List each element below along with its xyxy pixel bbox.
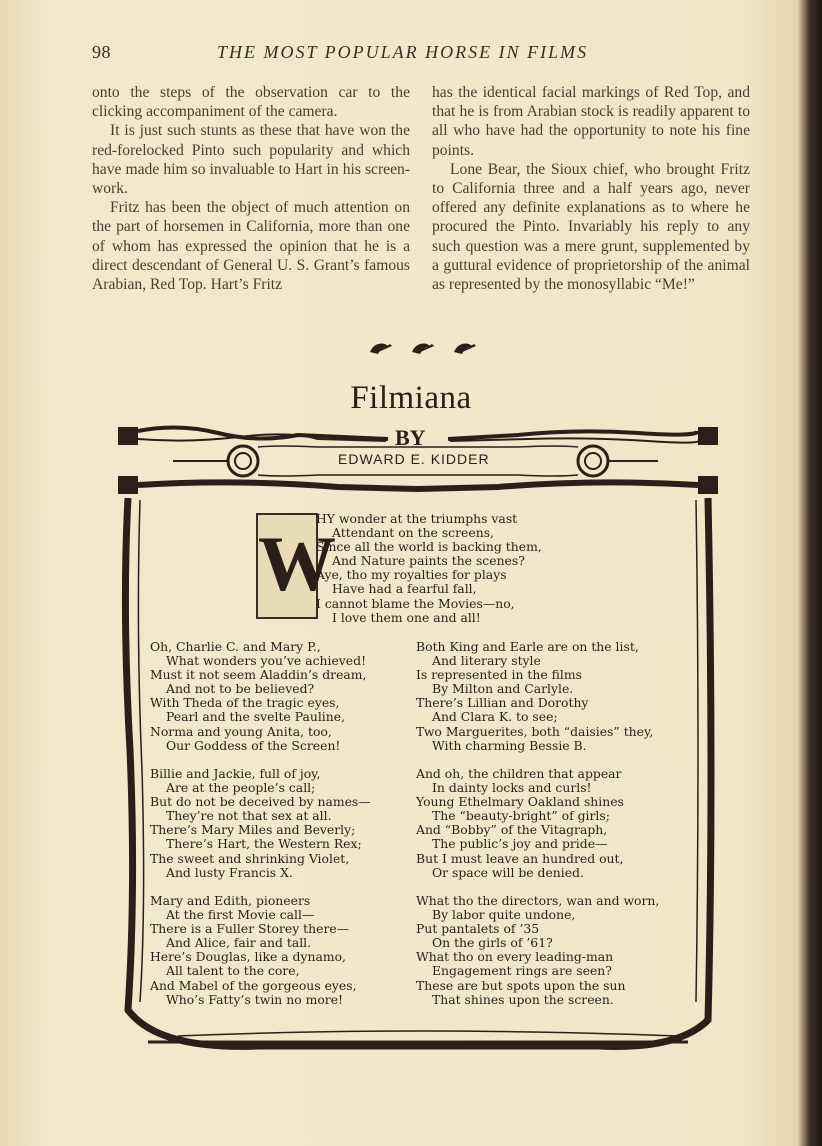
poem-stanza bbox=[150, 894, 357, 1007]
poem-line: I cannot blame the Movies—no, bbox=[316, 595, 515, 611]
poem-title: Filmiana bbox=[350, 380, 472, 416]
poem-line: Here’s Douglas, like a dynamo, bbox=[150, 949, 346, 965]
poem-line: And Alice, fair and tall. bbox=[166, 935, 312, 951]
poem-line: The sweet and shrinking Violet, bbox=[150, 850, 350, 866]
ornament-icon bbox=[412, 344, 434, 354]
poem-line: What wonders you’ve achieved! bbox=[166, 653, 367, 669]
poem-line: And Clara K. to see; bbox=[432, 709, 558, 725]
poem-line: With Theda of the tragic eyes, bbox=[150, 695, 340, 711]
poem-line: The public’s joy and pride— bbox=[432, 836, 608, 852]
poem-line: There is a Fuller Storey there— bbox=[150, 921, 350, 937]
article-right-column bbox=[432, 83, 750, 294]
poem-line: Have had a fearful fall, bbox=[332, 581, 477, 597]
poem-stanza bbox=[416, 640, 653, 753]
poem-line: But do not be deceived by names— bbox=[150, 794, 371, 810]
poem-line: Young Ethelmary Oakland shines bbox=[416, 794, 624, 810]
page-header bbox=[0, 42, 822, 66]
poem-line: There’s Hart, the Western Rex; bbox=[166, 836, 362, 852]
poem-line: They’re not that sex at all. bbox=[166, 808, 332, 824]
poem-line: Must it not seem Aladdin’s dream, bbox=[150, 667, 367, 683]
poem-line: Who’s Fatty’s twin no more! bbox=[166, 991, 344, 1007]
poem-line: Billie and Jackie, full of joy, bbox=[150, 766, 321, 781]
poem-line: Norma and young Anita, too, bbox=[150, 723, 332, 739]
poem-line: And Mabel of the gorgeous eyes, bbox=[150, 977, 357, 993]
article-paragraph: onto the steps of the observation car to the clicking accompaniment of the camera. bbox=[92, 84, 410, 121]
poem-line: Are at the people’s call; bbox=[166, 780, 316, 796]
poem-line: What tho on every leading-man bbox=[416, 949, 614, 965]
poem-intro-stanza bbox=[316, 512, 542, 625]
poem-line: By Milton and Carlyle. bbox=[432, 681, 574, 697]
poem-line: In dainty locks and curls! bbox=[432, 780, 592, 796]
poem-line: Oh, Charlie C. and Mary P., bbox=[150, 639, 321, 654]
ornament-icon bbox=[370, 344, 392, 354]
poem-line: But I must leave an hundred out, bbox=[416, 850, 624, 866]
poem-line: On the girls of ’61? bbox=[432, 935, 553, 951]
poem-line: What tho the directors, wan and worn, bbox=[416, 893, 660, 908]
poem-stanza bbox=[150, 767, 371, 880]
poem-line: I love them one and all! bbox=[332, 609, 481, 625]
article-left-column bbox=[92, 83, 410, 294]
drop-cap bbox=[256, 513, 336, 619]
poem-line: Pearl and the svelte Pauline, bbox=[166, 709, 346, 725]
poem-line: And oh, the children that appear bbox=[416, 766, 622, 781]
byline-by: BY bbox=[395, 425, 426, 450]
ornament-icon bbox=[454, 344, 476, 354]
poem-line: And “Bobby” of the Vitagraph, bbox=[416, 822, 608, 838]
poem-line: Put pantalets of ’35 bbox=[416, 921, 540, 937]
running-title: THE MOST POPULAR HORSE IN FILMS bbox=[217, 42, 589, 62]
page-number: 98 bbox=[92, 42, 111, 62]
poem-line: Is represented in the films bbox=[416, 667, 582, 683]
poem-line: And Nature paints the scenes? bbox=[332, 553, 525, 569]
poem-line: At the first Movie call— bbox=[166, 907, 315, 923]
poem-line: Two Marguerites, both “daisies” they, bbox=[416, 723, 654, 739]
poem-line: With charming Bessie B. bbox=[432, 737, 587, 753]
poem-line: Aye, tho my royalties for plays bbox=[316, 567, 507, 583]
poem-line: And literary style bbox=[432, 653, 541, 669]
poem-line: HY wonder at the triumphs vast bbox=[316, 511, 518, 526]
author-name: EDWARD E. KIDDER bbox=[338, 451, 490, 467]
poem-line: Engagement rings are seen? bbox=[432, 963, 612, 979]
poem-line: Or space will be denied. bbox=[432, 864, 584, 880]
poem-line: Attendant on the screens, bbox=[332, 525, 494, 541]
poem-stanza bbox=[416, 767, 624, 880]
section-divider-ornaments bbox=[368, 338, 478, 358]
poem-line: Our Goddess of the Screen! bbox=[166, 737, 341, 753]
article-paragraph: has the identical facial markings of Red Top, and that he is from Arabian stock is readily apparent to all who have had the opportunity to note his fine points. bbox=[432, 84, 750, 159]
poem-line: There’s Lillian and Dorothy bbox=[416, 695, 589, 711]
poem-line: All talent to the core, bbox=[166, 963, 300, 979]
poem-line: Both King and Earle are on the list, bbox=[416, 639, 639, 654]
article-paragraph: Lone Bear, the Sioux chief, who brought Fritz to California three and a half years ago, never offered any definite explanations as to where he procured the Pinto. Invariably his reply to any such question was a mere grunt, supplemented by a guttural evidence of proprietorship of the animal as represented by the monosyllabic “Me!” bbox=[432, 160, 750, 294]
poem-line: The “beauty-bright” of girls; bbox=[432, 808, 610, 824]
poem-line: And not to be believed? bbox=[166, 681, 315, 697]
article-paragraph: It is just such stunts as these that have won the red-forelocked Pinto such popularity and which have made him so invaluable to Hart in his screen-work. bbox=[92, 122, 410, 198]
poem-line: Mary and Edith, pioneers bbox=[150, 893, 311, 908]
poem-line: These are but spots upon the sun bbox=[416, 977, 626, 993]
poem-stanza bbox=[150, 640, 367, 753]
poem-line: By labor quite undone, bbox=[432, 907, 576, 923]
article-paragraph: Fritz has been the object of much attention on the part of horsemen in California, more than one of whom has expressed the opinion that he is a direct descendant of General U. S. Grant’s famous Arabian, Red Top. Hart’s Fritz bbox=[92, 199, 410, 294]
poem-line: And lusty Francis X. bbox=[166, 864, 293, 880]
drop-cap-letter: W bbox=[258, 520, 336, 607]
poem-line: Since all the world is backing them, bbox=[316, 539, 542, 555]
poem-stanza bbox=[416, 894, 659, 1007]
poem-line: That shines upon the screen. bbox=[432, 991, 614, 1007]
poem-line: There’s Mary Miles and Beverly; bbox=[150, 822, 356, 838]
